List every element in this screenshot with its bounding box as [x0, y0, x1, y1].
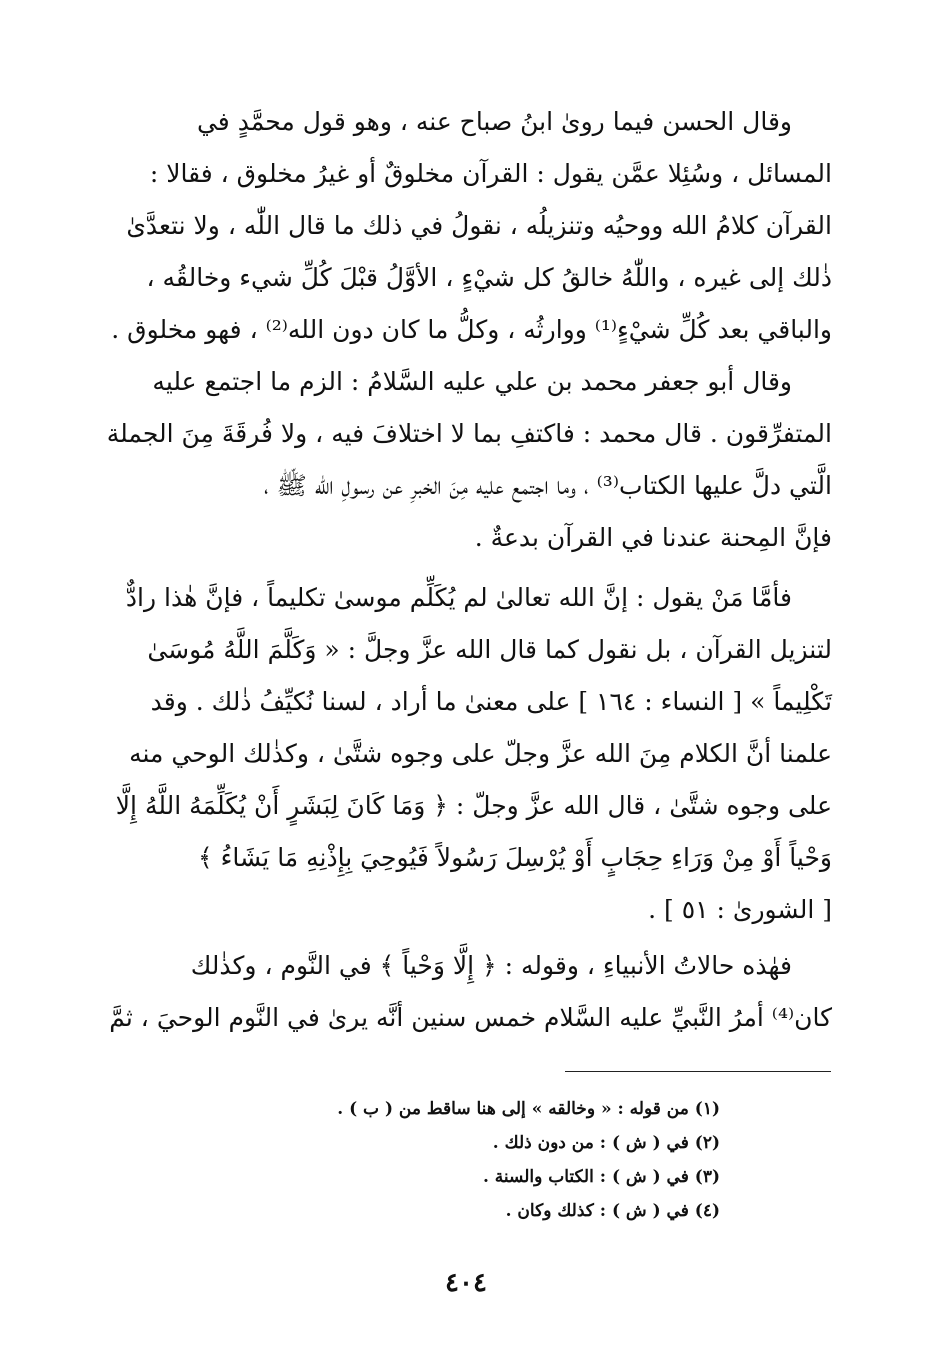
- text-line: المتفرِّقون . قال محمد : فاكتفِ بما لا اختلافَ فيه ، ولا فُرقَةَ مِنَ الجملة: [106, 419, 832, 448]
- text-line: وقال أبو جعفر محمد بن علي عليه السَّلامُ : الزم ما اجتمع عليه: [152, 367, 792, 396]
- paragraph-4: [100, 940, 832, 1044]
- text-line: [ الشورىٰ : ٥١ ] .: [648, 895, 832, 924]
- text-line: وقال الحسن فيما روىٰ ابنُ صباح عنه ، وهو قول محمَّدٍ في: [196, 107, 792, 136]
- text-line: ذٰلك إلى غيره ، واللّٰهُ خالقُ كل شيْءٍ ، الأوَّلُ قبْلَ كُلِّ شيء وخالقُه ،: [146, 263, 832, 292]
- text-line: وَحْياً أَوْ مِنْ وَرَاءِ حِجَابٍ أَوْ يُرْسِلَ رَسُولاً فَيُوحِيَ بِإِذْنِهِ مَا يَشَاءُ ﴾: [198, 843, 832, 872]
- footnote-2: (٢) في ( ش ) : من دون ذلك .: [492, 1133, 720, 1153]
- text-line: والباقي بعد كُلِّ شيْءٍ⁽¹⁾ ووارثُه ، وكلُّ ما كان دون الله⁽²⁾ ، فهو مخلوق .: [111, 315, 832, 344]
- text-line: لتنزيل القرآن ، بل نقول كما قال الله عزَّ وجلَّ : « وَكَلَّمَ اللَّهُ مُوسَىٰ: [147, 635, 832, 664]
- text-line: القرآن كلامُ الله ووحيُه وتنزيلُه ، نقولُ في ذلك ما قال اللّٰه ، ولا نتعدَّىٰ: [126, 211, 832, 240]
- paragraph-1: [100, 96, 832, 356]
- footnote-1: (١) من قوله : « وخالقه » إلى هنا ساقط من ( ب ) .: [337, 1099, 720, 1119]
- text-line: على وجوه شتَّىٰ ، قال الله عزَّ وجلّ : ﴿ وَمَا كَانَ لِبَشَرٍ أَنْ يُكَلِّمَهُ اللَّهُ إِلَّا: [115, 791, 832, 820]
- text-line: المسائل ، وسُئِلا عمَّن يقول : القرآن مخلوقٌ أو غيرُ مخلوق ، فقالا :: [149, 159, 832, 188]
- text-line: تَكْلِيماً » [ النساء : ١٦٤ ] على معنىٰ ما أراد ، لسنا نُكيِّفُ ذٰلك . وقد: [150, 687, 832, 716]
- footnote-4: (٤) في ( ش ) : كذلك وكان .: [505, 1201, 720, 1221]
- text-line: فإنَّ المِحنة عندنا في القرآن بدعةٌ .: [474, 523, 832, 552]
- text-line: فأمَّا مَنْ يقول : إنَّ الله تعالىٰ لم يُكَلِّم موسىٰ تكليماً ، فإنَّ هٰذا رادٌّ: [125, 583, 792, 612]
- page-number: ٤٠٤: [445, 1268, 487, 1298]
- paragraph-2: [100, 356, 832, 564]
- footnotes: [200, 1092, 720, 1228]
- text-line: الَّتي دلَّ عليها الكتاب⁽³⁾ ، وما اجتمع عليه مِنَ الخبرِ عن رسولِ الله ﷺ ،: [263, 471, 832, 500]
- footnote-3: (٣) في ( ش ) : الكتاب والسنة .: [482, 1167, 720, 1187]
- text-line: علمنا أنَّ الكلام مِنَ الله عزَّ وجلّ على وجوه شتَّىٰ ، وكذٰلك الوحي منه: [129, 739, 832, 768]
- text-line: فهٰذه حالاتُ الأنبياءِ ، وقوله : ﴿ إِلَّا وَحْياً ﴾ في النَّوم ، وكذٰلك: [190, 951, 792, 980]
- paragraph-3: [100, 572, 832, 936]
- footnote-divider: [565, 1071, 831, 1072]
- text-line: كان⁽⁴⁾ أمرُ النَّبيِّ عليه السَّلام خمس سنين أنَّه يرىٰ في النَّوم الوحيَ ، ثمَّ: [109, 1003, 832, 1032]
